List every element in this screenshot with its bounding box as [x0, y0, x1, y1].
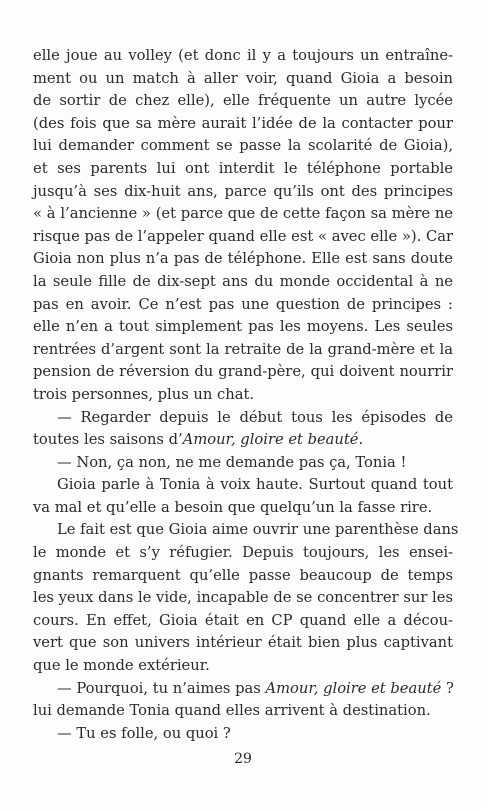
text-line: (des fois que sa mère aurait l’idée de la contacter pour [33, 114, 453, 132]
text-line: ment ou un match à aller voir, quand Gioia a besoin [33, 69, 453, 87]
dialogue-line [33, 678, 453, 701]
show-title: Amour, gloire et beauté [265, 679, 442, 697]
text-line: trois personnes, plus un chat. [33, 385, 255, 403]
dialogue-line: — Non, ça non, ne me demande pas ça, Tonia ! [57, 453, 407, 471]
text-line: de sortir de chez elle), elle fréquente un autre lycée [33, 92, 453, 110]
text-line: et ses parents lui ont interdit le téléphone portable [33, 159, 453, 177]
body-text [33, 45, 459, 745]
text-line: va mal et qu’elle a besoin que quelqu’un la fasse rire. [33, 498, 433, 516]
text-line: gnants remarquent qu’elle passe beaucoup de temps [33, 566, 453, 584]
text-line: Gioia parle à Tonia à voix haute. Surtout quand tout [57, 476, 453, 494]
text-line [33, 429, 453, 452]
text-line: elle joue au volley (et donc il y a toujours un entraîne- [33, 47, 453, 64]
show-title: Amour, gloire et beauté. [182, 431, 364, 449]
text-line: Gioia non plus n’a pas de téléphone. Elle est sans doute [33, 250, 453, 268]
text-fragment: — Pourquoi, tu n’aimes pas [57, 679, 266, 697]
text-line: le monde et s’y réfugier. Depuis toujours, les ensei- [33, 544, 453, 562]
text-line: que le monde extérieur. [33, 657, 210, 675]
text-line: « à l’ancienne » (et parce que de cette façon sa mère ne [33, 205, 453, 223]
text-fragment: toutes les saisons d’ [33, 431, 183, 449]
text-line: rentrées d’argent sont la retraite de la grand-mère et la [33, 340, 453, 358]
text-line: la seule fille de dix-sept ans du monde occidental à ne [33, 272, 453, 290]
text-line: les yeux dans le vide, incapable de se concentrer sur les [33, 589, 453, 607]
text-line: lui demander comment se passe la scolarité de Gioia), [33, 137, 453, 155]
text-line: elle n’en a tout simplement pas les moyens. Les seules [33, 318, 453, 336]
dialogue-line: — Regarder depuis le début tous les épisodes de [57, 408, 453, 426]
page-number: 29 [234, 751, 252, 767]
text-fragment: ? [441, 679, 454, 697]
text-line: cours. En effet, Gioia était en CP quand elle a décou- [33, 611, 453, 629]
text-line: lui demande Tonia quand elles arrivent à destination. [33, 702, 431, 720]
text-line: Le fait est que Gioia aime ouvrir une parenthèse dans [57, 521, 459, 539]
text-line: pas en avoir. Ce n’est pas une question de principes : [33, 295, 453, 313]
text-line: vert que son univers intérieur était bien plus captivant [33, 634, 453, 652]
text-line: jusqu’à ses dix-huit ans, parce qu’ils ont des principes [33, 182, 453, 200]
text-line: risque pas de l’appeler quand elle est « avec elle »). Car [33, 227, 453, 245]
dialogue-line: — Tu es folle, ou quoi ? [57, 724, 231, 742]
text-line: pension de réversion du grand-père, qui doivent nourrir [33, 363, 453, 381]
